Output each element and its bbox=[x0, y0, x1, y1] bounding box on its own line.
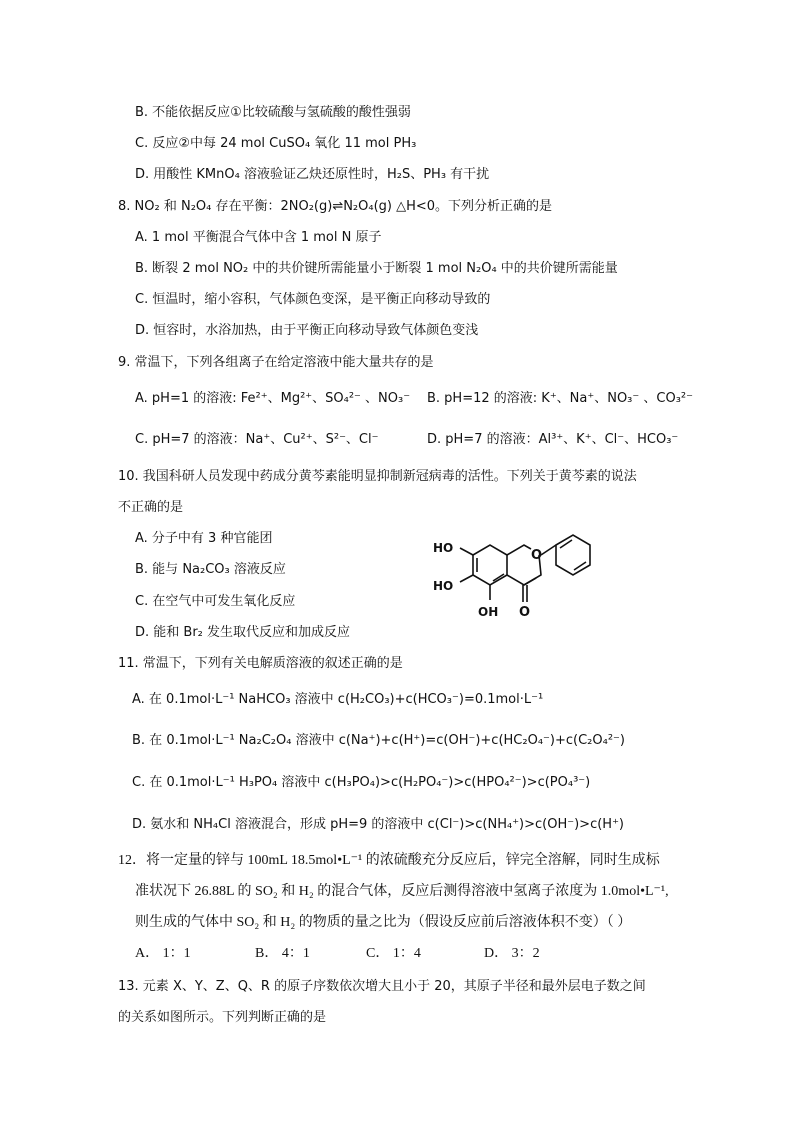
q9-option-b: B. pH=12 的溶液: K⁺、Na⁺、NO₃⁻ 、CO₃²⁻ bbox=[427, 391, 693, 406]
q10-stem-line2: 不正确的是 bbox=[118, 500, 184, 515]
q11-option-d: D. 氨水和 NH₄Cl 溶液混合，形成 pH=9 的溶液中 c(Cl⁻)>c(NH₄⁺)>c(OH⁻)>c(H⁺) bbox=[132, 817, 625, 832]
q11-option-a: A. 在 0.1mol·L⁻¹ NaHCO₃ 溶液中 c(H₂CO₃)+c(HCO₃⁻)=0.1mol·L⁻¹ bbox=[132, 692, 544, 707]
q12-stem-line1: 12．将一定量的锌与 100mL 18.5mol•L⁻¹ 的浓硫酸充分反应后，锌完全溶解，同时生成标 bbox=[118, 853, 660, 868]
q13-stem-line1: 13. 元素 X、Y、Z、Q、R 的原子序数依次增大且小于 20，其原子半径和最外层电子数之间 bbox=[118, 979, 646, 994]
q10-option-b: B. 能与 Na₂CO₃ 溶液反应 bbox=[135, 562, 286, 577]
q8-stem: 8. NO₂ 和 N₂O₄ 存在平衡：2NO₂(g)⇌N₂O₄(g) △H<0。下列分析正确的是 bbox=[118, 199, 553, 214]
q7-option-c: C. 反应②中每 24 mol CuSO₄ 氧化 11 mol PH₃ bbox=[135, 136, 417, 151]
q11-option-c: C. 在 0.1mol·L⁻¹ H₃PO₄ 溶液中 c(H₃PO₄)>c(H₂PO₄⁻)>c(HPO₄²⁻)>c(PO₄³⁻) bbox=[132, 775, 591, 790]
q9-option-c: C. pH=7 的溶液：Na⁺、Cu²⁺、S²⁻、Cl⁻ bbox=[135, 432, 379, 447]
q9-option-a: A. pH=1 的溶液: Fe²⁺、Mg²⁺、SO₄²⁻ 、NO₃⁻ bbox=[135, 391, 411, 406]
q9-stem: 9. 常温下，下列各组离子在给定溶液中能大量共存的是 bbox=[118, 355, 434, 370]
baicalein-structure bbox=[428, 528, 598, 628]
q8-option-d: D. 恒容时，水浴加热，由于平衡正向移动导致气体颜色变浅 bbox=[135, 323, 479, 338]
ring-oxygen-label: O bbox=[531, 548, 543, 563]
q11-stem: 11. 常温下，下列有关电解质溶液的叙述正确的是 bbox=[118, 656, 403, 671]
q10-stem-line1: 10. 我国科研人员发现中药成分黄芩素能明显抑制新冠病毒的活性。下列关于黄芩素的说法 bbox=[118, 469, 637, 484]
q7-option-d: D. 用酸性 KMnO₄ 溶液验证乙炔还原性时，H₂S、PH₃ 有干扰 bbox=[135, 167, 490, 182]
q12-option-a: A． 1：1 bbox=[135, 946, 191, 961]
q9-option-d: D. pH=7 的溶液：Al³⁺、K⁺、Cl⁻、HCO₃⁻ bbox=[427, 432, 679, 447]
q10-option-a: A. 分子中有 3 种官能团 bbox=[135, 531, 273, 546]
carbonyl-oxygen-label: O bbox=[519, 605, 531, 620]
hydroxyl-top-label: HO bbox=[433, 541, 454, 555]
q13-stem-line2: 的关系如图所示。下列判断正确的是 bbox=[118, 1010, 327, 1025]
q10-option-d: D. 能和 Br₂ 发生取代反应和加成反应 bbox=[135, 625, 351, 640]
q8-option-b: B. 断裂 2 mol NO₂ 中的共价键所需能量小于断裂 1 mol N₂O₄ 中的共价键所需能量 bbox=[135, 261, 618, 276]
q8-option-a: A. 1 mol 平衡混合气体中含 1 mol N 原子 bbox=[135, 230, 382, 245]
q8-option-c: C. 恒温时，缩小容积，气体颜色变深，是平衡正向移动导致的 bbox=[135, 292, 491, 307]
q12-option-b: B． 4：1 bbox=[255, 946, 310, 961]
q12-stem-line3: 则生成的气体中 SO₂ 和 H₂ 的物质的量之比为（假设反应前后溶液体积不变）（ ） bbox=[135, 915, 632, 930]
hydroxyl-bottom-label: OH bbox=[478, 605, 499, 619]
q12-option-c: C． 1：4 bbox=[366, 946, 421, 961]
hydroxyl-middle-label: HO bbox=[433, 579, 454, 593]
q12-option-d: D． 3：2 bbox=[484, 946, 540, 961]
q12-stem-line2: 准状况下 26.88L 的 SO₂ 和 H₂ 的混合气体，反应后测得溶液中氢离子浓度为 1.0mol•L⁻¹, bbox=[135, 884, 669, 899]
q7-option-b: B. 不能依据反应①比较硫酸与氢硫酸的酸性强弱 bbox=[135, 105, 411, 120]
q10-option-c: C. 在空气中可发生氧化反应 bbox=[135, 594, 296, 609]
q11-option-b: B. 在 0.1mol·L⁻¹ Na₂C₂O₄ 溶液中 c(Na⁺)+c(H⁺)=c(OH⁻)+c(HC₂O₄⁻)+c(C₂O₄²⁻) bbox=[132, 733, 625, 748]
